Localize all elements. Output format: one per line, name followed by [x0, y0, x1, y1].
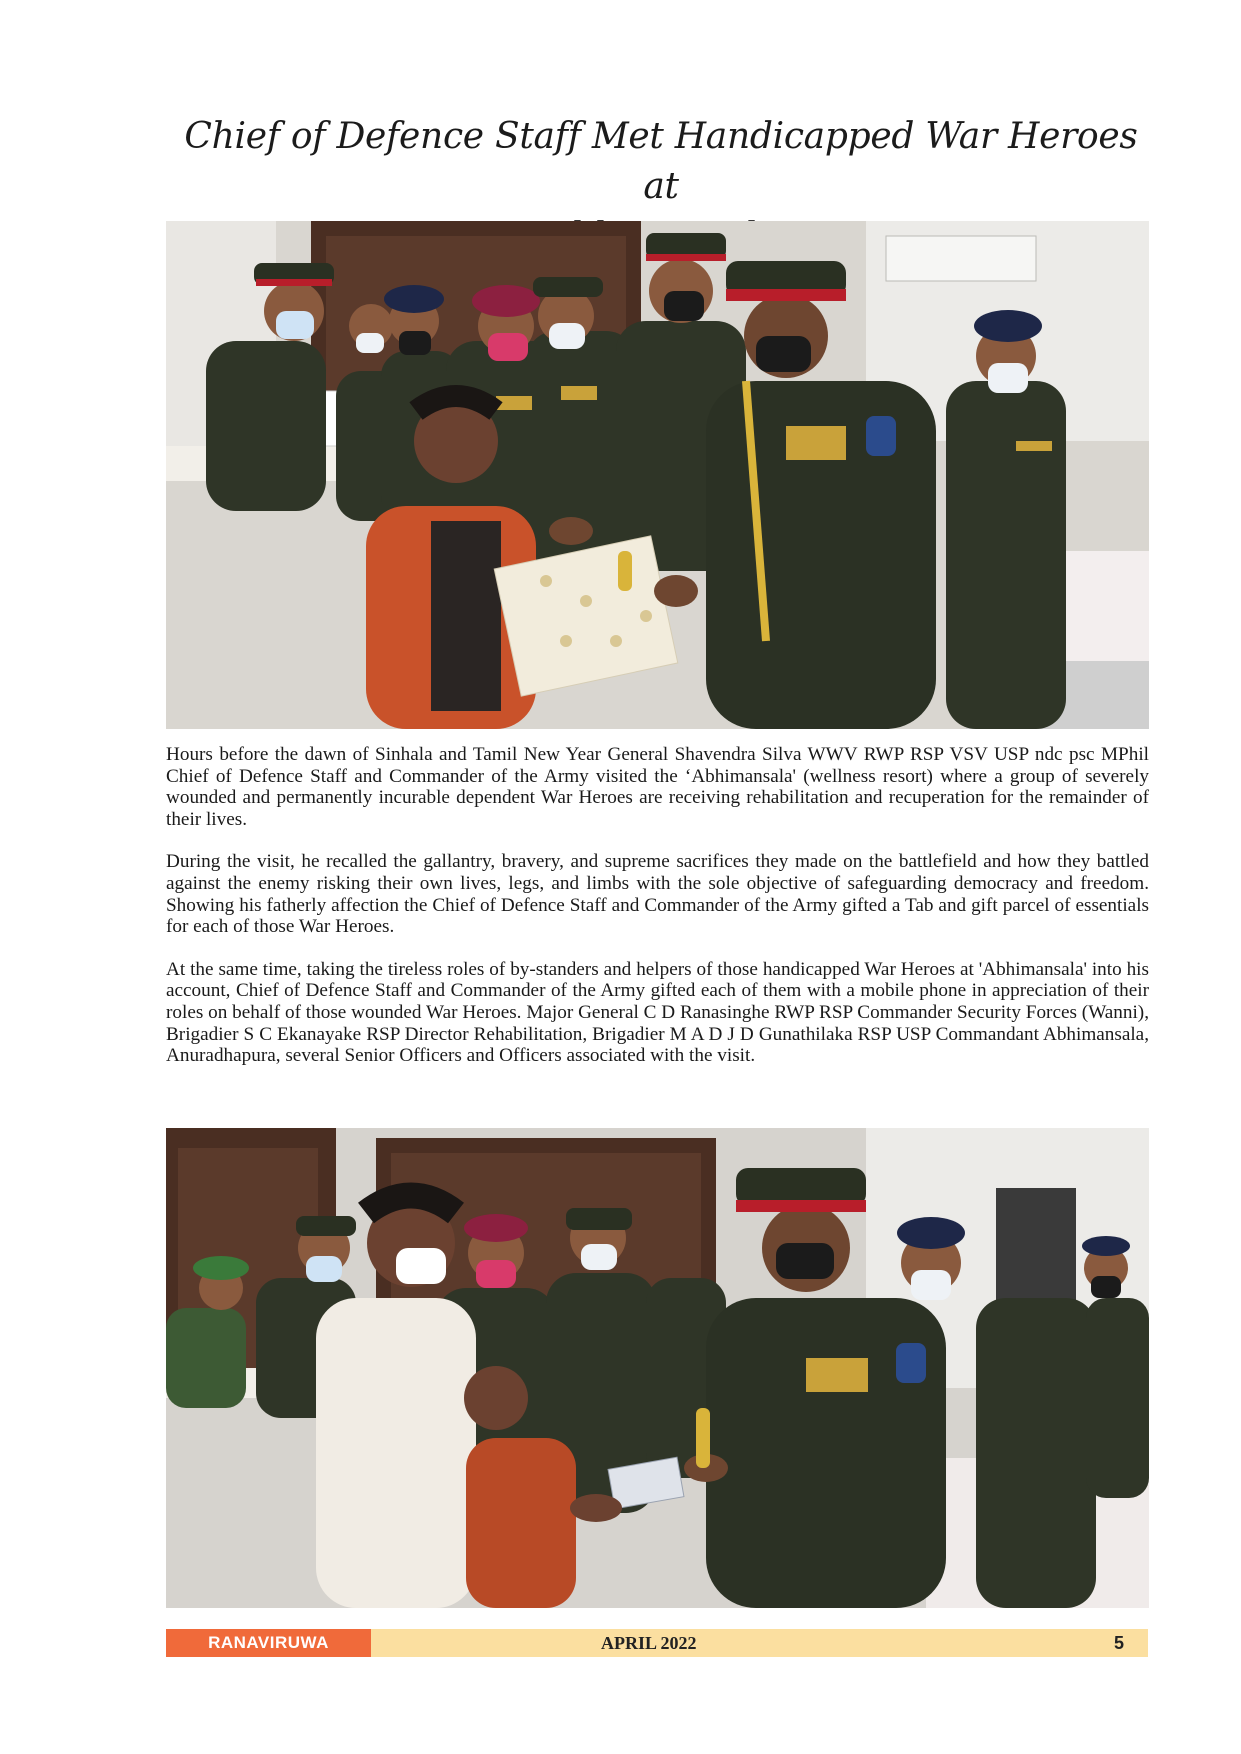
- photo-gift-presentation-image: [166, 221, 1149, 729]
- article-paragraph-1: Hours before the dawn of Sinhala and Tamil New Year General Shavendra Silva WWV RWP RSP VSV USP ndc psc MPhil Chief of Defence Staff and Commander of the Army visited the ‘Abhimansala' (wellness resort) where a group of severely wounded and permanently incurable dependent War Heroes are receiving rehabilitation and recuperation for the remainder of their lives.: [166, 744, 1149, 830]
- article-paragraph-3: At the same time, taking the tireless roles of by-standers and helpers of those handicapped War Heroes at 'Abhimansala' into his account, Chief of Defence Staff and Commander of the Army gifted each of them with a mobile phone in appreciation of their roles on behalf of those wounded War Heroes. Major General C D Ranasinghe RWP RSP Commander Security Forces (Wanni), Brigadier S C Ekanayake RSP Director Rehabilitation, Brigadier M A D J D Gunathilaka RSP USP Commandant Abhimansala, Anuradhapura, several Senior Officers and Officers associated with the visit.: [166, 958, 1149, 1067]
- photo-gift-presentation: [166, 221, 1149, 729]
- article-body: [166, 744, 1149, 1088]
- article-paragraph-2: During the visit, he recalled the gallantry, bravery, and supreme sacrifices they made on the battlefield and how they battled against the enemy risking their own lives, legs, and limbs with the sole objective of safeguarding democracy and freedom. Showing his fatherly affection the Chief of Defence Staff and Commander of the Army gifted a Tab and gift parcel of essentials for each of those War Heroes.: [166, 851, 1149, 938]
- footer-date: APRIL 2022: [601, 1633, 697, 1653]
- photo-phone-presentation-image: [166, 1128, 1149, 1608]
- page-number: 5: [1113, 1633, 1124, 1653]
- photo-phone-presentation: [166, 1128, 1149, 1608]
- footer-brand: RANAVIRUWA: [166, 1629, 371, 1657]
- page-footer: [166, 1629, 1148, 1657]
- article-title-line1: Chief of Defence Staff Met Handicapped War Heroes at: [184, 116, 1138, 207]
